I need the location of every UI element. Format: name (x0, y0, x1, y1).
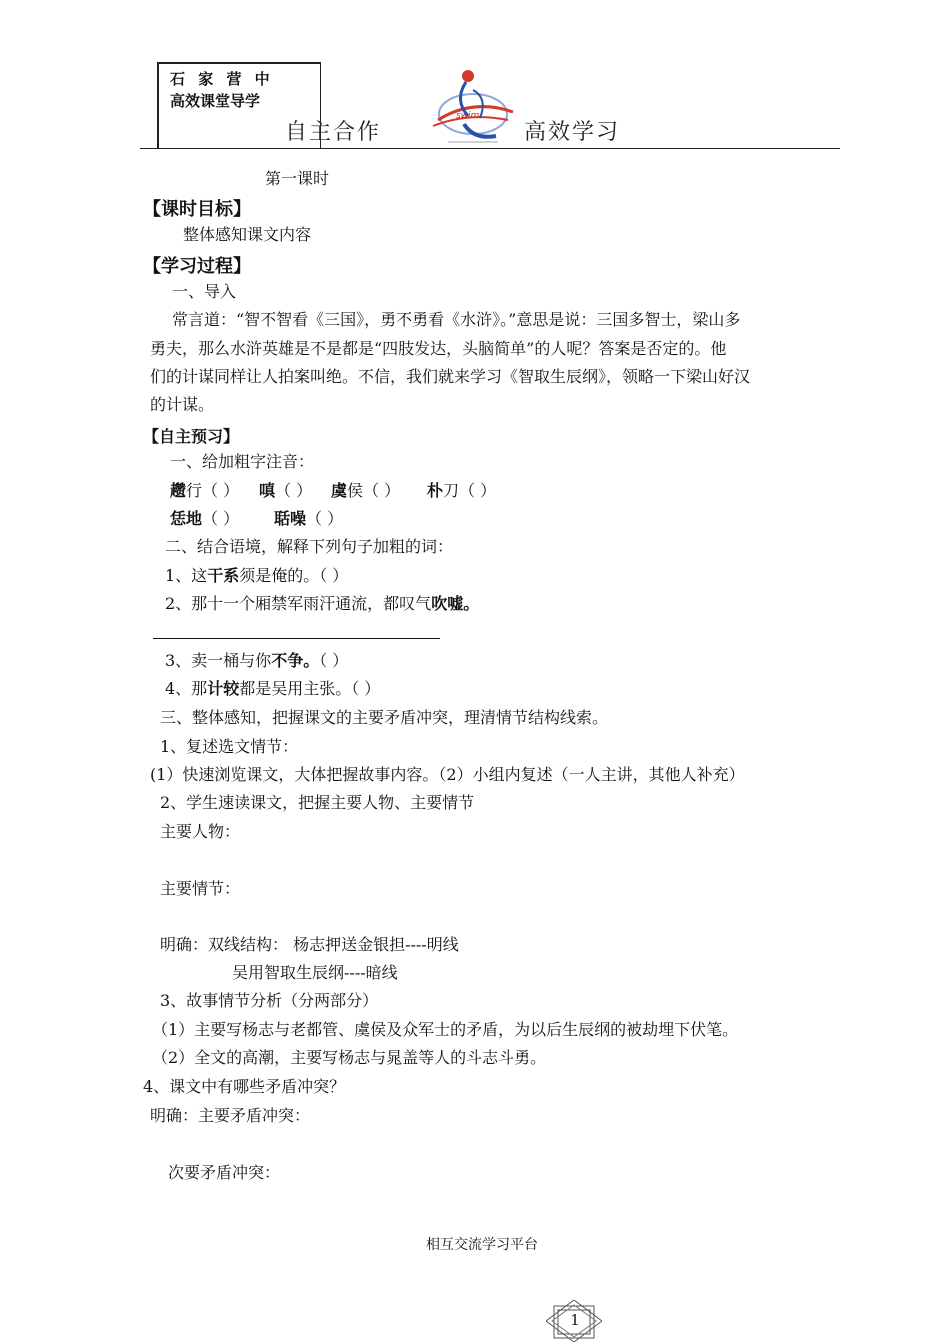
footer-platform: 相互交流学习平台 (426, 1237, 538, 1253)
question-3: 三、整体感知，把握课文的主要矛盾冲突，理清情节结构线索。 (160, 708, 609, 727)
intro-line: 们的计谋同样让人拍案叫绝。不信，我们就来学习《智取生辰纲》，领略一下梁山好汉 (150, 367, 751, 386)
part-1: （1）主要写杨志与老都管、虞侯及众军士的矛盾，为以后生辰纲的被劫埋下伏笔。 (152, 1020, 739, 1039)
main-conflict-label: 明确：主要矛盾冲突： (150, 1106, 311, 1125)
question-1: 一、给加粗字注音： (170, 452, 315, 471)
school-logo (418, 68, 518, 146)
main-people-label: 主要人物： (160, 822, 241, 841)
slogan-left: 自主合作 (285, 120, 382, 145)
intro-line: 勇夫，那么水浒英雄是不是都是“四肢发达，头脑简单”的人呢？答案是否定的。他 (150, 339, 727, 358)
goal-text: 整体感知课文内容 (183, 225, 312, 244)
sentence-4: 4、那计较都是吴用主张。（ ） (165, 679, 381, 698)
bold-word: 吹嘘。 (431, 594, 480, 613)
lesson-number: 第一课时 (265, 169, 330, 188)
logo-text: swim (456, 111, 480, 121)
answer-line (153, 638, 440, 639)
sentence-2: 2、那十一个厢禁军雨汗通流，都叹气吹嘘。 (165, 594, 480, 613)
intro-line: 常言道：“智不智看《三国》，勇不勇看《水浒》。”意思是说：三国多智士，梁山多 (172, 310, 741, 329)
sentence-1: 1、这干系须是俺的。（ ） (165, 566, 349, 585)
question-3-2: 2、学生速读课文，把握主要人物、主要情节 (160, 793, 475, 812)
slogan-right: 高效学习 (524, 120, 621, 145)
process-heading: 【学习过程】 (143, 256, 251, 277)
preview-heading: 【自主预习】 (143, 427, 240, 446)
pinyin-item: 嗔（ ） (259, 481, 313, 500)
question-3-1-text: (1）快速浏览课文，大体把握故事内容。（2）小组内复述（一人主讲，其他人补充） (150, 765, 745, 784)
bold-char: 恁地 (170, 509, 203, 528)
question-3-1: 1、复述选文情节： (160, 737, 299, 756)
header-rule (140, 148, 840, 149)
question-2: 二、结合语境，解释下列句子加粗的词： (165, 537, 454, 556)
bold-word: 计较 (207, 679, 240, 698)
bold-char: 朴 (427, 481, 444, 500)
bold-char: 趱 (170, 481, 187, 500)
clarify-line-2: 吴用智取生辰纲----暗线 (232, 963, 398, 982)
school-subtitle: 高效课堂导学 (170, 92, 261, 110)
pinyin-item: 虞侯（ ） (331, 481, 401, 500)
page-number: 1 (570, 1311, 580, 1329)
main-plot-label: 主要情节： (160, 879, 241, 898)
pinyin-item: 朴刀（ ） (427, 481, 497, 500)
pinyin-item: 聒噪（ ） (274, 509, 344, 528)
goal-heading: 【课时目标】 (143, 199, 251, 220)
intro-line: 的计谋。 (150, 395, 215, 414)
bold-word: 干系 (207, 566, 240, 585)
pinyin-row-2: 恁地（ ） (170, 509, 240, 528)
pinyin-row-1: 趱行（ ） (170, 481, 240, 500)
bold-char: 嗔 (259, 481, 276, 500)
bold-word: 不争。 (271, 651, 320, 670)
question-3-3: 3、故事情节分析（分两部分） (160, 991, 379, 1010)
question-4: 4、课文中有哪些矛盾冲突？ (143, 1077, 346, 1096)
school-name: 石 家 营 中 (170, 70, 274, 88)
intro-title: 一、导入 (172, 282, 237, 301)
sentence-3: 3、卖一桶与你不争。（ ） (165, 651, 349, 670)
part-2: （2）全文的高潮，主要写杨志与晁盖等人的斗志斗勇。 (152, 1048, 547, 1067)
clarify-line-1: 明确：双线结构： 杨志押送金银担----明线 (160, 935, 459, 954)
minor-conflict-label: 次要矛盾冲突： (168, 1163, 281, 1182)
bold-char: 虞 (331, 481, 348, 500)
bold-char: 聒噪 (274, 509, 307, 528)
